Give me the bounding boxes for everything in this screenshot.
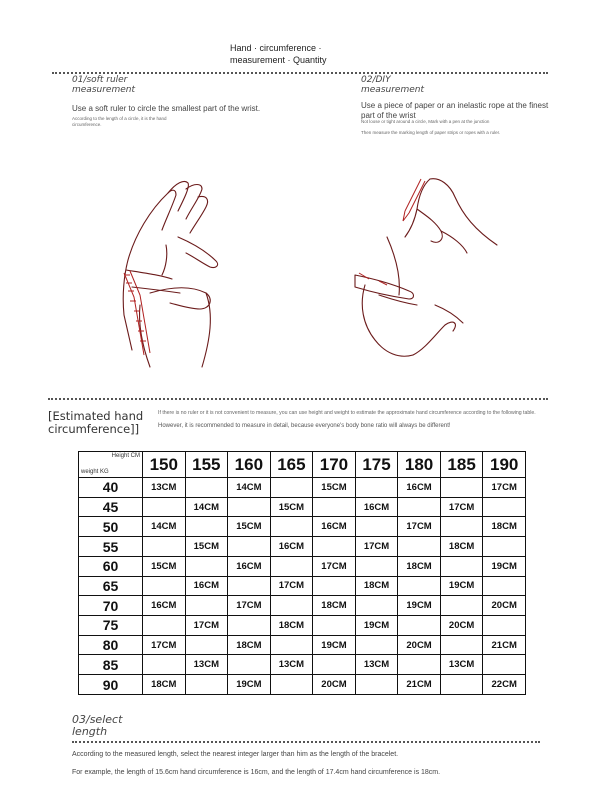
size-cell	[185, 517, 228, 537]
size-cell: 15CM	[185, 537, 228, 557]
size-cell: 21CM	[483, 635, 526, 655]
weight-cell: 90	[79, 675, 143, 695]
size-cell	[313, 537, 356, 557]
table-body	[79, 478, 526, 695]
page-title	[230, 42, 400, 66]
step2-note1: Not loose or tight around a circle, Mark with a pen at the junction	[361, 119, 490, 124]
step2-desc-line1: Use a piece of paper or an inelastic rope at the finest	[361, 101, 549, 110]
step2-label-line2: measurement	[361, 85, 424, 95]
size-cell	[440, 517, 483, 537]
size-cell: 15CM	[143, 556, 186, 576]
table-row	[79, 517, 526, 537]
height-header: 190	[483, 452, 526, 478]
page-title-line1: Hand · circumference ·	[230, 43, 322, 53]
size-cell: 18CM	[228, 635, 271, 655]
size-cell	[483, 655, 526, 675]
size-cell	[313, 616, 356, 636]
step3-label-line1: 03/select	[72, 713, 123, 726]
size-cell	[143, 497, 186, 517]
step2-note2: Then measure the marking length of paper strips or ropes with a ruler.	[361, 130, 501, 135]
size-cell	[440, 675, 483, 695]
size-cell: 17CM	[313, 556, 356, 576]
size-cell	[313, 497, 356, 517]
size-cell	[355, 556, 398, 576]
size-cell	[355, 675, 398, 695]
height-header: 175	[355, 452, 398, 478]
size-cell: 19CM	[440, 576, 483, 596]
weight-cell: 65	[79, 576, 143, 596]
step1-note-line2: circumference.	[72, 122, 102, 127]
size-cell	[185, 478, 228, 498]
size-cell	[228, 537, 271, 557]
weight-cell: 55	[79, 537, 143, 557]
diy-paper-illustration	[335, 175, 505, 365]
size-cell: 14CM	[185, 497, 228, 517]
weight-cell: 50	[79, 517, 143, 537]
size-cell: 18CM	[355, 576, 398, 596]
size-cell	[483, 616, 526, 636]
size-cell	[483, 537, 526, 557]
size-cell	[143, 655, 186, 675]
size-table	[78, 451, 526, 695]
size-cell: 17CM	[143, 635, 186, 655]
height-header: 180	[398, 452, 441, 478]
corner-weight-label: weight KG	[81, 469, 109, 475]
size-cell: 20CM	[313, 675, 356, 695]
table-row	[79, 655, 526, 675]
height-header: 160	[228, 452, 271, 478]
size-cell	[185, 675, 228, 695]
step3-label-line2: length	[72, 725, 108, 738]
size-cell	[143, 576, 186, 596]
table-row	[79, 497, 526, 517]
middle-divider	[48, 398, 548, 400]
size-cell: 18CM	[440, 537, 483, 557]
size-cell	[143, 616, 186, 636]
size-cell	[440, 635, 483, 655]
height-header: 150	[143, 452, 186, 478]
size-cell	[228, 576, 271, 596]
size-cell: 13CM	[270, 655, 313, 675]
size-cell: 17CM	[440, 497, 483, 517]
step3-text2: For example, the length of 15.6cm hand circumference is 16cm, and the length of 17.4cm hand circumference is 18cm.	[72, 769, 441, 776]
weight-cell: 45	[79, 497, 143, 517]
size-cell: 18CM	[313, 596, 356, 616]
table-row	[79, 478, 526, 498]
step3-text1: According to the measured length, select the nearest integer larger than him as the length of the bracelet.	[72, 751, 399, 758]
soft-ruler-illustration	[110, 175, 230, 370]
table-row	[79, 537, 526, 557]
table-corner	[79, 452, 143, 478]
size-cell: 22CM	[483, 675, 526, 695]
size-cell: 13CM	[185, 655, 228, 675]
size-cell	[270, 478, 313, 498]
size-cell: 20CM	[483, 596, 526, 616]
size-cell: 16CM	[398, 478, 441, 498]
size-cell	[185, 596, 228, 616]
size-cell: 17CM	[185, 616, 228, 636]
table-row	[79, 635, 526, 655]
size-cell	[228, 655, 271, 675]
page-title-line2: measurement · Quantity	[230, 55, 327, 65]
height-header: 165	[270, 452, 313, 478]
size-cell: 17CM	[398, 517, 441, 537]
step3-label	[72, 714, 122, 738]
table-row	[79, 576, 526, 596]
size-cell: 20CM	[398, 635, 441, 655]
size-cell: 18CM	[483, 517, 526, 537]
size-cell	[398, 576, 441, 596]
size-cell	[398, 616, 441, 636]
size-cell	[313, 576, 356, 596]
top-divider	[52, 72, 548, 74]
size-cell: 19CM	[483, 556, 526, 576]
weight-cell: 60	[79, 556, 143, 576]
size-cell: 19CM	[313, 635, 356, 655]
size-cell	[483, 497, 526, 517]
size-cell: 17CM	[270, 576, 313, 596]
size-cell: 13CM	[143, 478, 186, 498]
size-cell	[398, 655, 441, 675]
size-cell: 16CM	[313, 517, 356, 537]
size-cell	[355, 596, 398, 616]
size-cell	[355, 478, 398, 498]
table-row	[79, 596, 526, 616]
table-row	[79, 616, 526, 636]
size-cell: 13CM	[440, 655, 483, 675]
size-cell	[355, 635, 398, 655]
size-cell	[185, 556, 228, 576]
size-cell	[440, 556, 483, 576]
estimate-label-line1: [Estimated hand	[48, 409, 144, 423]
size-cell: 19CM	[228, 675, 271, 695]
weight-cell: 80	[79, 635, 143, 655]
height-header: 170	[313, 452, 356, 478]
size-cell: 15CM	[313, 478, 356, 498]
size-cell	[270, 635, 313, 655]
step2-desc-line2: part of the wrist	[361, 111, 416, 120]
table-row	[79, 556, 526, 576]
bottom-divider	[72, 741, 540, 743]
step1-label	[72, 75, 135, 95]
step1-label-line1: 01/soft ruler	[72, 75, 128, 85]
size-cell: 15CM	[270, 497, 313, 517]
size-cell: 16CM	[355, 497, 398, 517]
corner-height-label: Height CM	[111, 453, 140, 459]
size-cell: 18CM	[270, 616, 313, 636]
size-cell: 20CM	[440, 616, 483, 636]
height-header: 185	[440, 452, 483, 478]
size-cell: 17CM	[228, 596, 271, 616]
size-cell	[483, 576, 526, 596]
size-cell: 15CM	[228, 517, 271, 537]
size-cell	[270, 675, 313, 695]
size-cell	[440, 596, 483, 616]
size-cell: 14CM	[143, 517, 186, 537]
step2-label	[361, 75, 424, 95]
size-cell: 19CM	[398, 596, 441, 616]
size-cell: 13CM	[355, 655, 398, 675]
size-cell: 14CM	[228, 478, 271, 498]
size-cell: 17CM	[483, 478, 526, 498]
size-cell	[440, 478, 483, 498]
size-cell	[228, 497, 271, 517]
size-cell	[313, 655, 356, 675]
step1-note-line1: According to the length of a circle, it is the hand	[72, 116, 167, 121]
step2-label-line1: 02/DIY	[361, 75, 391, 85]
size-cell	[398, 537, 441, 557]
size-cell	[270, 556, 313, 576]
size-cell: 21CM	[398, 675, 441, 695]
size-cell	[355, 517, 398, 537]
weight-cell: 85	[79, 655, 143, 675]
step1-label-line2: measurement	[72, 85, 135, 95]
weight-cell: 70	[79, 596, 143, 616]
size-cell: 19CM	[355, 616, 398, 636]
size-cell: 16CM	[270, 537, 313, 557]
size-cell: 16CM	[185, 576, 228, 596]
step1-desc: Use a soft ruler to circle the smallest part of the wrist.	[72, 104, 261, 113]
size-cell	[228, 616, 271, 636]
step2-desc	[361, 101, 591, 121]
size-cell: 17CM	[355, 537, 398, 557]
estimate-label-line2: circumference]]	[48, 422, 140, 436]
weight-cell: 75	[79, 616, 143, 636]
estimate-label	[48, 410, 143, 436]
size-cell: 16CM	[143, 596, 186, 616]
size-cell: 18CM	[143, 675, 186, 695]
size-cell	[185, 635, 228, 655]
weight-cell: 40	[79, 478, 143, 498]
table-row	[79, 675, 526, 695]
step1-note	[72, 116, 232, 128]
size-cell	[270, 596, 313, 616]
size-cell	[270, 517, 313, 537]
estimate-note1: If there is no ruler or it is not convenient to measure, you can use height and weight to estimate the approximate hand circumference according to the following table.	[158, 410, 536, 416]
estimate-note2: However, it is recommended to measure in detail, because everyone's body bone ratio will always be different!	[158, 423, 451, 429]
size-cell	[143, 537, 186, 557]
size-cell: 16CM	[228, 556, 271, 576]
height-header: 155	[185, 452, 228, 478]
size-cell	[398, 497, 441, 517]
size-cell: 18CM	[398, 556, 441, 576]
table-header-row	[79, 452, 526, 478]
